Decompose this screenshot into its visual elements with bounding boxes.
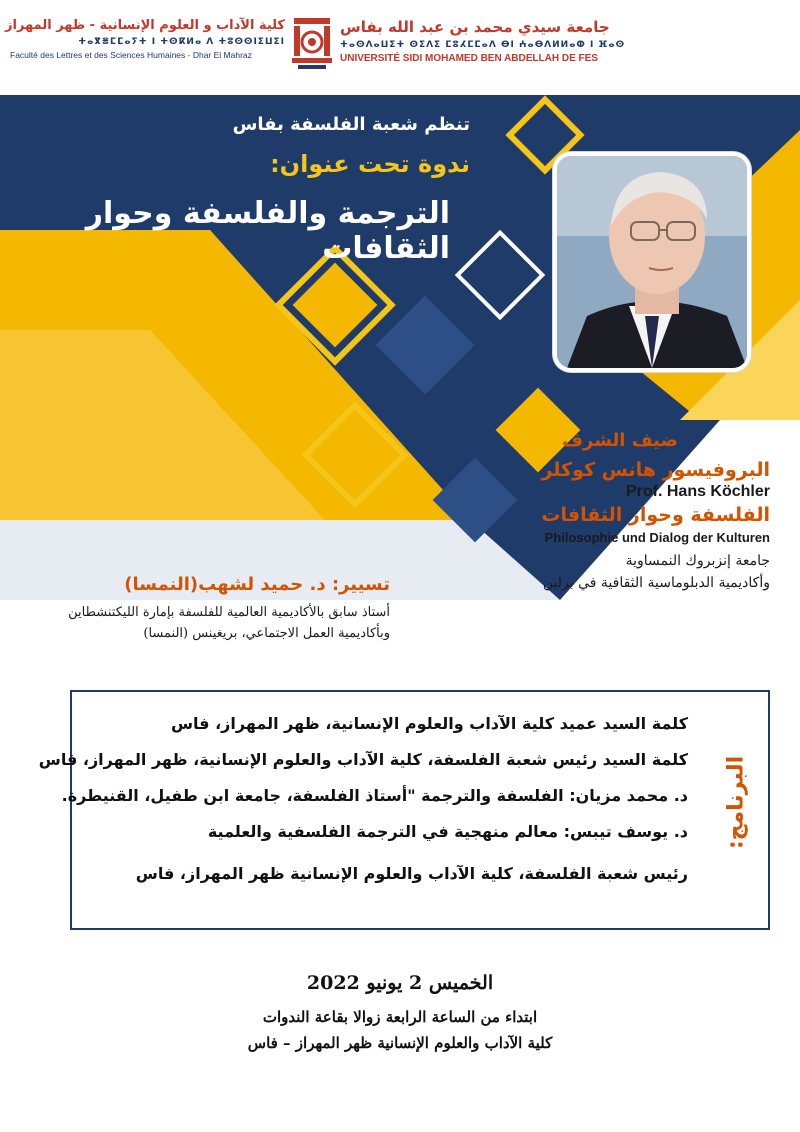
- program-item: كلمة السيد رئيس شعبة الفلسفة، كلية الآداب والعلوم الإنسانية، ظهر المهراز، فاس: [38, 750, 688, 769]
- program-list: [38, 706, 688, 892]
- symposium-subtitle: ندوة تحت عنوان:: [270, 150, 470, 178]
- university-name-ar: جامعة سيدي محمد بن عبد الله بفاس: [340, 18, 610, 36]
- guest-of-honor-block: [470, 430, 770, 591]
- symposium-title: الترجمة والفلسفة وحوار الثقافات: [85, 196, 450, 266]
- guest-talk-title-de: Philosophie und Dialog der Kulturen: [544, 530, 770, 545]
- faculty-name-block: [5, 18, 285, 60]
- faculty-name-fr: Faculté des Lettres et des Sciences Humaines - Dhar El Mahraz: [10, 50, 252, 60]
- program-item: د. محمد مزيان: الفلسفة والترجمة "أستاذ الفلسفة، جامعة ابن طفيل، القنيطرة.: [61, 786, 688, 805]
- guest-name-ar: البروفيسور هانس كوكلر: [541, 459, 770, 481]
- guest-heading: ضيف الشرف: [562, 430, 678, 451]
- event-time: ابتداء من الساعة الرابعة زوالا بقاعة الندوات: [262, 1008, 538, 1026]
- event-details: [0, 972, 800, 1052]
- university-name-block: [340, 18, 790, 64]
- event-date: الخميس 2 يونيو 2022: [306, 972, 494, 994]
- program-box: [38, 690, 770, 930]
- program-item: د. يوسف تيبس: معالم منهجية في الترجمة الفلسفية والعلمية: [207, 822, 688, 841]
- guest-portrait-icon: [553, 152, 751, 372]
- guest-affiliation-1: جامعة إنزبروك النمساوية: [625, 553, 770, 569]
- organizer-line: تنظم شعبة الفلسفة بفاس: [232, 114, 470, 135]
- faculty-name-tifinagh: ⵜⴰⴳⴻⵎⵎⴰⵢⵜ ⵏ ⵜⵙⴽⵍⴰ ⴷ ⵜⵓⵙⵙⵏⵉⵡⵉⵏ: [78, 37, 285, 47]
- moderator-name: تسيير: د. حميد لشهب(النمسا): [124, 574, 390, 595]
- guest-talk-title-ar: الفلسفة وحوار الثقافات: [541, 504, 770, 526]
- guest-name-en: Prof. Hans Köchler: [625, 483, 770, 500]
- event-venue: كلية الآداب والعلوم الإنسانية ظهر المهراز – فاس: [247, 1034, 553, 1052]
- program-label: البرنامج:: [723, 755, 749, 850]
- guest-affiliation-2: وأكاديمية الدبلوماسية الثقافية في برلين: [542, 575, 770, 591]
- university-name-fr: UNIVERSITÉ SIDI MOHAMED BEN ABDELLAH DE FES: [340, 53, 598, 64]
- header: [0, 0, 800, 95]
- university-crest-icon: [290, 16, 334, 74]
- program-item: كلمة السيد عميد كلية الآداب والعلوم الإنسانية، ظهر المهراز، فاس: [170, 714, 688, 733]
- university-name-tifinagh: ⵜⴰⵙⴷⴰⵡⵉⵜ ⵙⵉⴷⵉ ⵎⵓⵃⵎⵎⴰⴷ ⴱⵏ ⵄⴰⴱⴷⵍⵍⴰⵀ ⵏ ⴼⴰⵙ: [340, 40, 626, 50]
- faculty-name-ar: كلية الآداب و العلوم الإنسانية - ظهر المهراز: [5, 18, 285, 33]
- moderator-description-2: وبأكاديمية العمل الاجتماعي، بريغينس (النمسا): [143, 626, 390, 641]
- program-label-wrap: [714, 722, 754, 902]
- moderator-description-1: أستاذ سابق بالأكاديمية العالمية للفلسفة بإمارة الليكتنشطاين: [68, 605, 390, 620]
- moderator-block: [20, 574, 390, 641]
- program-item: رئيس شعبة الفلسفة، كلية الآداب والعلوم الإنسانية ظهر المهراز، فاس: [135, 864, 688, 883]
